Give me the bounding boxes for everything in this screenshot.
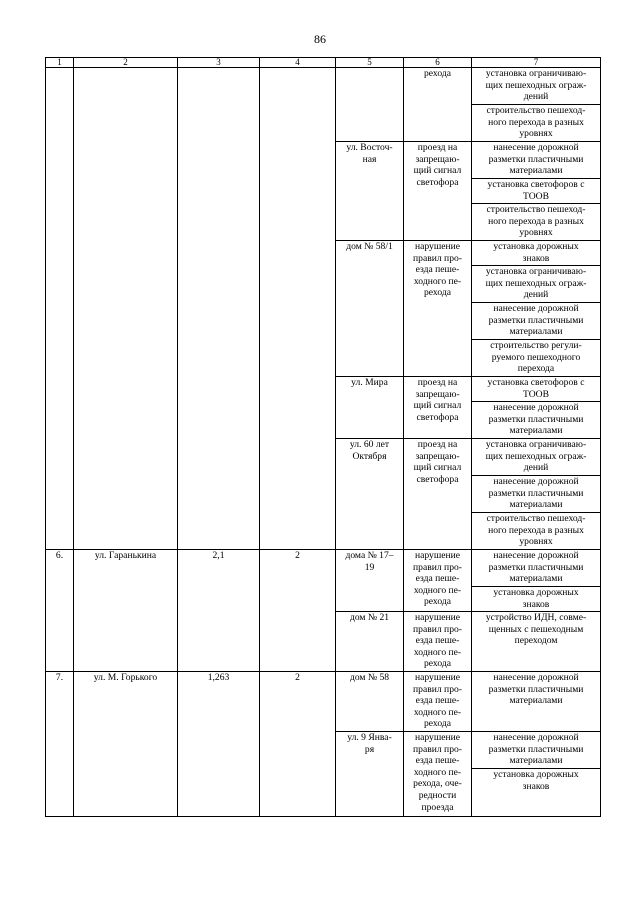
location-line: дома № 17– bbox=[345, 550, 394, 561]
measure-line: материалами bbox=[509, 165, 563, 177]
measure-line: ТООВ bbox=[523, 190, 549, 202]
violation-line: рехода bbox=[423, 596, 452, 608]
violation bbox=[404, 672, 472, 732]
table-row bbox=[46, 672, 601, 732]
column-number: 6 bbox=[404, 58, 472, 68]
violation bbox=[404, 612, 472, 672]
measure bbox=[472, 179, 601, 204]
measure-line: дений bbox=[523, 91, 549, 103]
measure-line: разметки пластичными bbox=[488, 487, 584, 499]
measure bbox=[472, 402, 601, 439]
violation-line: запрещаю- bbox=[415, 153, 460, 165]
street-length: 1,263 bbox=[178, 672, 260, 817]
measure-line: установка дорожных bbox=[493, 241, 579, 252]
location-line: дом № 21 bbox=[349, 612, 390, 623]
measure-line: разметки пластичными bbox=[488, 683, 584, 695]
violation bbox=[404, 68, 472, 142]
violation-line: правил про- bbox=[413, 252, 462, 264]
measure-line: установка ограничиваю- bbox=[485, 68, 587, 79]
measure-line: разметки пластичными bbox=[488, 153, 584, 165]
violation-line: правил про- bbox=[413, 623, 462, 635]
violation-line: ходного пе- bbox=[413, 275, 462, 287]
violation bbox=[404, 732, 472, 817]
measure-line: нанесение дорожной bbox=[493, 476, 579, 487]
measure-line: разметки пластичными bbox=[488, 413, 584, 425]
violation-line: езда пеше- bbox=[415, 573, 460, 585]
violation-line: светофора bbox=[416, 411, 459, 423]
location bbox=[336, 241, 404, 377]
violation-line: ходного пе- bbox=[413, 766, 462, 778]
street-name: ул. М. Горького bbox=[74, 672, 178, 817]
location-line: ул. Мира bbox=[351, 377, 388, 388]
measure-line: щих пешеходных ограж- bbox=[485, 450, 587, 462]
violation-line: ходного пе- bbox=[413, 706, 462, 718]
measure-line: знаков bbox=[522, 780, 550, 792]
violation-line: правил про- bbox=[413, 743, 462, 755]
measure-line: разметки пластичными bbox=[488, 743, 584, 755]
measure-line: нанесение дорожной bbox=[493, 732, 579, 743]
violation-line: щий сигнал bbox=[413, 400, 462, 412]
violation bbox=[404, 142, 472, 241]
violation bbox=[404, 241, 472, 377]
violation-line: редности bbox=[418, 789, 457, 801]
item-number bbox=[46, 68, 74, 550]
location-line: ря bbox=[364, 743, 375, 755]
measure-line: перехода bbox=[517, 363, 555, 375]
measure-line: дений bbox=[523, 289, 549, 301]
measure-line: установка дорожных bbox=[493, 587, 579, 598]
table-row bbox=[46, 68, 601, 105]
page-number: 86 bbox=[314, 32, 326, 46]
violation-line: нарушение bbox=[414, 550, 461, 561]
location-line: ул. Восточ- bbox=[346, 142, 393, 153]
measure bbox=[472, 377, 601, 402]
violation-line: рехода bbox=[423, 287, 452, 299]
measure-line: строительство регули- bbox=[490, 340, 582, 351]
pedestrian-crossings-count bbox=[260, 68, 336, 550]
measure-line: знаков bbox=[522, 252, 550, 264]
column-number: 5 bbox=[336, 58, 404, 68]
violation-line: ходного пе- bbox=[413, 646, 462, 658]
violation-line: щий сигнал bbox=[413, 165, 462, 177]
measure-line: материалами bbox=[509, 326, 563, 338]
location-line: дом № 58/1 bbox=[346, 241, 393, 252]
violation-line: светофора bbox=[416, 473, 459, 485]
measure-line: щенных с пешеходным bbox=[488, 623, 584, 635]
measure-line: уровнях bbox=[519, 227, 553, 239]
violation-line: правил про- bbox=[413, 683, 462, 695]
violation-line: нарушение bbox=[414, 672, 461, 683]
location bbox=[336, 377, 404, 439]
street-length bbox=[178, 68, 260, 550]
measure-line: ного перехода в разных bbox=[488, 524, 584, 536]
violation bbox=[404, 377, 472, 439]
pedestrian-crossings-count: 2 bbox=[260, 550, 336, 672]
violation-line: нарушение bbox=[414, 241, 461, 252]
measure bbox=[472, 476, 601, 513]
violation-line: светофора bbox=[416, 176, 459, 188]
violation-line: рехода bbox=[423, 658, 452, 670]
measure-line: установка ограничиваю- bbox=[485, 439, 587, 450]
location bbox=[336, 550, 404, 612]
measure bbox=[472, 612, 601, 672]
measure-line: щих пешеходных ограж- bbox=[485, 277, 587, 289]
table-row bbox=[46, 550, 601, 587]
location bbox=[336, 439, 404, 550]
measure bbox=[472, 769, 601, 817]
measure-line: нанесение дорожной bbox=[493, 303, 579, 314]
measure-line: устройство ИДН, совме- bbox=[485, 612, 587, 623]
measure bbox=[472, 439, 601, 476]
measure-line: установка светофоров с bbox=[487, 179, 585, 190]
measure-line: материалами bbox=[509, 695, 563, 707]
measure-line: разметки пластичными bbox=[488, 561, 584, 573]
measure-line: нанесение дорожной bbox=[493, 402, 579, 413]
measure-line: установка светофоров с bbox=[487, 377, 585, 388]
measure-line: нанесение дорожной bbox=[493, 142, 579, 153]
violation-line: щий сигнал bbox=[413, 462, 462, 474]
measure-line: нанесение дорожной bbox=[493, 672, 579, 683]
violation bbox=[404, 550, 472, 612]
street-length: 2,1 bbox=[178, 550, 260, 672]
measure-line: установка дорожных bbox=[493, 769, 579, 780]
column-number: 7 bbox=[472, 58, 601, 68]
measure-line: ного перехода в разных bbox=[488, 215, 584, 227]
violation-line: рехода bbox=[423, 68, 452, 79]
measure-line: строительство пешеход- bbox=[486, 204, 586, 215]
measure bbox=[472, 142, 601, 179]
measure-line: строительство пешеход- bbox=[486, 105, 586, 116]
measure bbox=[472, 68, 601, 105]
measure bbox=[472, 303, 601, 340]
location-line: ная bbox=[362, 153, 377, 165]
violation-line: езда пеше- bbox=[415, 264, 460, 276]
column-number: 2 bbox=[74, 58, 178, 68]
violation-line: езда пеше- bbox=[415, 695, 460, 707]
measure-line: ного перехода в разных bbox=[488, 116, 584, 128]
violation bbox=[404, 439, 472, 550]
violation-line: запрещаю- bbox=[415, 388, 460, 400]
measure bbox=[472, 105, 601, 142]
measure bbox=[472, 587, 601, 612]
violation-line: запрещаю- bbox=[415, 450, 460, 462]
measure-line: щих пешеходных ограж- bbox=[485, 79, 587, 91]
measure-line: строительство пешеход- bbox=[486, 513, 586, 524]
location-line: Октября bbox=[352, 450, 387, 462]
item-number: 6. bbox=[46, 550, 74, 672]
measure-line: материалами bbox=[509, 499, 563, 511]
measure bbox=[472, 672, 601, 732]
location bbox=[336, 612, 404, 672]
column-number-row bbox=[46, 58, 601, 68]
measure bbox=[472, 266, 601, 303]
location-line: дом № 58 bbox=[349, 672, 390, 683]
measure-line: уровнях bbox=[519, 536, 553, 548]
measure bbox=[472, 340, 601, 377]
item-number: 7. bbox=[46, 672, 74, 817]
location bbox=[336, 68, 404, 142]
violation-line: езда пеше- bbox=[415, 635, 460, 647]
table-body bbox=[46, 58, 601, 817]
location-line: 19 bbox=[364, 561, 375, 573]
column-number: 1 bbox=[46, 58, 74, 68]
measure bbox=[472, 732, 601, 769]
measure-line: материалами bbox=[509, 573, 563, 585]
column-number: 3 bbox=[178, 58, 260, 68]
pedestrian-crossings-count: 2 bbox=[260, 672, 336, 817]
measure-line: переходом bbox=[514, 635, 558, 647]
violation-line: нарушение bbox=[414, 612, 461, 623]
measure-line: нанесение дорожной bbox=[493, 550, 579, 561]
street-name bbox=[74, 68, 178, 550]
location-line: ул. 9 Янва- bbox=[347, 732, 392, 743]
violation-line: правил про- bbox=[413, 561, 462, 573]
document-table bbox=[45, 57, 601, 817]
measure-line: разметки пластичными bbox=[488, 314, 584, 326]
measure bbox=[472, 550, 601, 587]
street-name: ул. Гаранькина bbox=[74, 550, 178, 672]
location bbox=[336, 142, 404, 241]
violation-line: рехода, оче- bbox=[413, 778, 462, 790]
measure-line: руемого пешеходного bbox=[491, 351, 581, 363]
violation-line: езда пеше- bbox=[415, 755, 460, 767]
violation-line: проезд на bbox=[417, 142, 458, 153]
violation-line: ходного пе- bbox=[413, 584, 462, 596]
measure bbox=[472, 241, 601, 266]
violation-line: нарушение bbox=[414, 732, 461, 743]
measure-line: материалами bbox=[509, 425, 563, 437]
location bbox=[336, 732, 404, 817]
violation-line: проезд на bbox=[417, 377, 458, 388]
measure bbox=[472, 204, 601, 241]
measure-line: уровнях bbox=[519, 128, 553, 140]
measure-line: установка ограничиваю- bbox=[485, 266, 587, 277]
measure-line: дений bbox=[523, 462, 549, 474]
violation-line: проезда bbox=[421, 801, 454, 813]
location bbox=[336, 672, 404, 732]
violation-line: проезд на bbox=[417, 439, 458, 450]
location-line: ул. 60 лет bbox=[349, 439, 390, 450]
violation-line: рехода bbox=[423, 718, 452, 730]
measure-line: материалами bbox=[509, 755, 563, 767]
measure-line: знаков bbox=[522, 598, 550, 610]
column-number: 4 bbox=[260, 58, 336, 68]
measure bbox=[472, 513, 601, 550]
measure-line: ТООВ bbox=[523, 388, 549, 400]
